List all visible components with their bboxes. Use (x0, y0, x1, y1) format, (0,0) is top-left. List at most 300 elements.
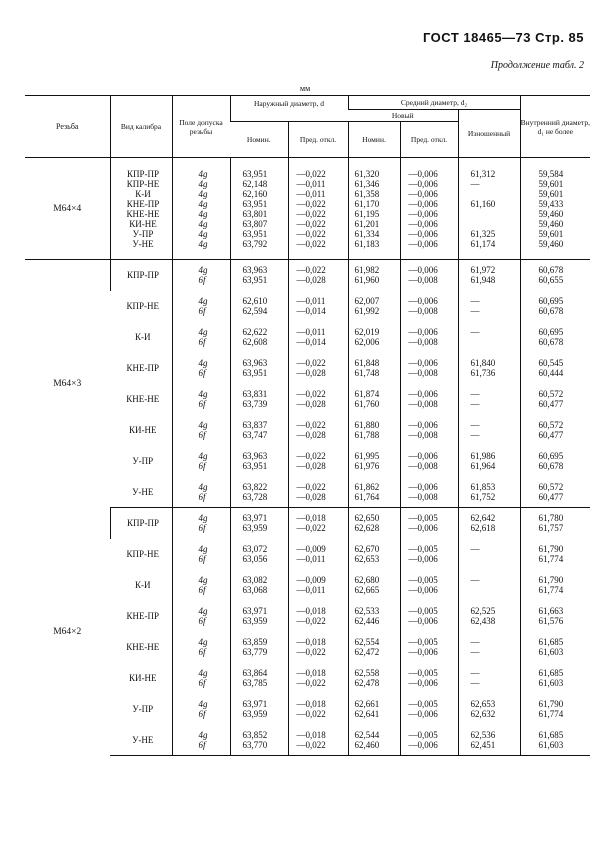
cell-value: —0,006 (408, 585, 438, 595)
cell-value: — (470, 430, 480, 440)
cell-value: 61,840 (470, 358, 496, 368)
cell-value: 62,558 (354, 668, 380, 678)
cell-value: 61,320 (354, 168, 380, 179)
cell-value: —0,006 (408, 709, 438, 719)
cell-value: 62,160 (242, 188, 268, 199)
cell-value: —0,006 (408, 389, 438, 399)
cell-value: 4g (198, 265, 208, 276)
cell-value: 61,603 (538, 678, 564, 688)
cell-value: 59,433 (538, 198, 564, 209)
cell-value: 60,444 (538, 368, 564, 378)
cell-outer-dev (288, 601, 348, 632)
cell-value: У-НЕ (132, 238, 154, 249)
cell-value: 62,007 (354, 296, 380, 306)
cell-inner (520, 508, 590, 539)
cell-value: 6f (198, 461, 206, 471)
cell-value: 63,728 (242, 491, 268, 502)
cell-value: —0,006 (408, 616, 438, 626)
cell-mean-nom (348, 446, 400, 477)
cell-value: —0,006 (408, 178, 438, 189)
col-outer: Наружный диаметр, d (230, 96, 348, 122)
cell-mean-nom (348, 570, 400, 601)
cell-value: 61,201 (354, 218, 380, 229)
cell-value: 62,653 (354, 554, 380, 564)
cell-mean-worn (458, 353, 520, 384)
cell-value: 4g (198, 575, 208, 585)
cell-value: 62,006 (354, 337, 380, 347)
cell-value: 63,959 (242, 616, 268, 626)
col-mean-nom: Номин. (348, 122, 400, 158)
cell-value: 60,678 (538, 337, 564, 347)
cell-value: 61,195 (354, 208, 380, 219)
cell-value: —0,008 (408, 461, 438, 471)
cell-value: —0,022 (296, 523, 326, 534)
cell-value: 4g (198, 168, 208, 179)
cell-value: — (470, 637, 480, 647)
cell-mean-dev (400, 570, 458, 601)
cell-inner (520, 291, 590, 322)
cell-value: —0,006 (408, 228, 438, 239)
cell-value: — (470, 399, 480, 409)
cell-value: 61,312 (470, 168, 496, 179)
cell-tolerance (172, 508, 230, 539)
cell-value: —0,018 (296, 606, 326, 616)
cell-value: —0,006 (408, 265, 438, 276)
cell-value: 4g (198, 198, 208, 209)
cell-mean-dev (400, 384, 458, 415)
cell-value (471, 585, 520, 595)
table-body (25, 158, 590, 756)
cell-outer-nom (230, 415, 288, 446)
cell-value: —0,022 (296, 238, 326, 249)
cell-value: 61,880 (354, 420, 380, 430)
cell-value: —0,028 (296, 275, 326, 286)
cell-value: 60,695 (538, 327, 564, 337)
cell-inner (520, 725, 590, 756)
cell-value: 4g (198, 637, 208, 647)
cell-outer-nom (230, 632, 288, 663)
cell-value: 61,685 (538, 729, 564, 740)
cell-mean-worn (458, 570, 520, 601)
cell-mean-dev (400, 291, 458, 322)
cell-value: —0,009 (296, 575, 326, 585)
cell-value: 62,438 (470, 616, 496, 626)
cell-gauge: У-ПР (132, 704, 154, 714)
cell-value: 60,477 (538, 491, 564, 502)
cell-mean-nom (348, 725, 400, 756)
cell-value: 4g (198, 238, 208, 249)
cell-value: —0,018 (296, 668, 326, 678)
cell-value: 62,670 (354, 544, 380, 554)
cell-value: 4g (198, 729, 208, 740)
cell-outer-nom (230, 477, 288, 508)
cell-value: —0,005 (408, 544, 438, 554)
cell-mean-nom (348, 415, 400, 446)
cell-mean-worn (458, 446, 520, 477)
cell-value: 4g (198, 208, 208, 219)
cell-value: КНЕ-НЕ (126, 208, 160, 219)
cell-value: —0,022 (296, 678, 326, 688)
cell-value: 62,650 (354, 513, 380, 524)
cell-value: 63,072 (242, 544, 268, 554)
cell-value: 62,472 (354, 647, 380, 657)
cell-value: 61,874 (354, 389, 380, 399)
cell-value: КНЕ-ПР (126, 198, 160, 209)
cell-outer-nom (230, 725, 288, 756)
cell-value: 63,852 (242, 729, 268, 740)
cell-gauge: К-И (135, 332, 151, 342)
cell-value: 63,864 (242, 668, 268, 678)
cell-value: 4g (198, 606, 208, 616)
cell-value: —0,006 (408, 647, 438, 657)
cell-outer-nom (230, 601, 288, 632)
cell-value: —0,006 (408, 451, 438, 461)
cell-value: 61,976 (354, 461, 380, 471)
cell-value: 62,536 (470, 729, 496, 740)
col-mean-worn: Изношенный (458, 110, 520, 158)
cell-value: —0,014 (296, 337, 326, 347)
cell-mean-worn (458, 260, 520, 291)
cell-tolerance (172, 601, 230, 632)
col-mean-new: Новый (348, 110, 458, 122)
cell-value: 4g (198, 481, 208, 492)
cell-mean-nom (348, 291, 400, 322)
cell-value: КИ-НЕ (129, 218, 157, 229)
cell-value: К-И (135, 188, 151, 199)
cell-value: —0,008 (408, 337, 438, 347)
cell-value (471, 554, 520, 564)
cell-gauge: КПР-НЕ (126, 301, 159, 311)
cell-value: 59,601 (538, 188, 564, 199)
cell-value: 61,995 (354, 451, 380, 461)
cell-value: 4g (198, 699, 208, 709)
table-continuation: Продолжение табл. 2 (490, 60, 584, 71)
cell-outer-dev (288, 291, 348, 322)
cell-outer-nom (230, 570, 288, 601)
cell-tolerance (172, 694, 230, 725)
cell-value: 63,951 (242, 275, 268, 286)
cell-value: 6f (198, 554, 206, 564)
cell-value: 6f (198, 399, 206, 409)
cell-gauge: КПР-ПР (110, 508, 172, 539)
cell-value: 63,951 (242, 198, 268, 209)
cell-value: 62,451 (470, 739, 496, 750)
cell-value: 60,545 (538, 358, 564, 368)
cell-value: 6f (198, 430, 206, 440)
cell-value: 61,325 (470, 228, 496, 239)
cell-tolerance (172, 539, 230, 570)
cell-value: 61,170 (354, 198, 380, 209)
cell-value: 62,622 (242, 327, 268, 337)
cell-value: КПР-НЕ (126, 178, 160, 189)
cell-value: —0,006 (408, 208, 438, 219)
col-thread: Резьба (25, 96, 110, 158)
cell-outer-nom (230, 663, 288, 694)
cell-value: 4g (198, 327, 208, 337)
cell-value: 63,963 (242, 265, 268, 276)
cell-value: —0,022 (296, 168, 326, 179)
cell-value: 6f (198, 678, 206, 688)
cell-value: 62,533 (354, 606, 380, 616)
cell-value: 4g (198, 218, 208, 229)
cell-outer-dev (288, 260, 348, 291)
cell-value: —0,005 (408, 606, 438, 616)
cell-value (471, 337, 520, 347)
col-tolerance: Поле допуска резьбы (172, 96, 230, 158)
cell-mean-worn (458, 508, 520, 539)
cell-value: 62,019 (354, 327, 380, 337)
thread-label: M64×3 (53, 378, 82, 389)
cell-value: 4g (198, 188, 208, 199)
cell-mean-dev (400, 415, 458, 446)
cell-value: 63,959 (242, 709, 268, 719)
cell-outer-nom (230, 353, 288, 384)
cell-tolerance (172, 663, 230, 694)
cell-value: —0,028 (296, 491, 326, 502)
cell-value: — (470, 420, 480, 430)
cell-value: 61,790 (538, 699, 564, 709)
cell-mean-dev (400, 508, 458, 539)
cell-mean-nom (348, 353, 400, 384)
cell-value: 61,663 (538, 606, 564, 616)
cell-value: —0,006 (408, 198, 438, 209)
units-label: мм (300, 84, 311, 93)
cell-mean-nom (348, 384, 400, 415)
cell-tolerance (172, 158, 230, 260)
cell-value: —0,022 (296, 358, 326, 368)
cell-value: 61,685 (538, 637, 564, 647)
cell-outer-dev (288, 632, 348, 663)
cell-outer-dev (288, 570, 348, 601)
cell-value: 6f (198, 368, 206, 378)
cell-outer-dev (288, 384, 348, 415)
cell-gauge: КНЕ-ПР (126, 363, 159, 373)
cell-value: 6f (198, 585, 206, 595)
cell-inner (520, 353, 590, 384)
cell-value: —0,022 (296, 481, 326, 492)
cell-outer-dev (288, 322, 348, 353)
cell-mean-dev (400, 158, 458, 260)
cell-value: 62,460 (354, 739, 380, 750)
cell-value: 62,641 (354, 709, 380, 719)
cell-value: — (470, 647, 480, 657)
cell-mean-dev (400, 353, 458, 384)
cell-value: 63,747 (242, 430, 268, 440)
cell-value: 62,608 (242, 337, 268, 347)
cell-value: 61,774 (538, 554, 564, 564)
cell-tolerance (172, 632, 230, 663)
cell-value: 61,986 (470, 451, 496, 461)
cell-value: 62,665 (354, 585, 380, 595)
cell-value: —0,011 (296, 585, 326, 595)
cell-value: 61,992 (354, 306, 380, 316)
cell-value: —0,022 (296, 739, 326, 750)
cell-value: —0,006 (408, 481, 438, 492)
cell-value: 60,572 (538, 420, 564, 430)
cell-value: 63,792 (242, 238, 268, 249)
cell-value: —0,008 (408, 491, 438, 502)
cell-value: —0,022 (296, 198, 326, 209)
cell-value: 63,859 (242, 637, 268, 647)
cell-value: 61,848 (354, 358, 380, 368)
cell-value: 60,695 (538, 451, 564, 461)
cell-value: 61,774 (538, 585, 564, 595)
cell-value: 62,680 (354, 575, 380, 585)
cell-outer-dev (288, 725, 348, 756)
cell-inner (520, 322, 590, 353)
cell-mean-nom (348, 260, 400, 291)
cell-value: 61,790 (538, 544, 564, 554)
cell-value: 63,739 (242, 399, 268, 409)
cell-value: 4g (198, 513, 208, 524)
cell-mean-dev (400, 539, 458, 570)
cell-value: — (470, 306, 480, 316)
cell-gauge: КПР-ПР (110, 260, 172, 291)
cell-value: —0,014 (296, 306, 326, 316)
cell-tolerance (172, 415, 230, 446)
cell-value: —0,006 (408, 327, 438, 337)
cell-value: —0,005 (408, 668, 438, 678)
cell-tolerance (172, 725, 230, 756)
cell-mean-nom (348, 158, 400, 260)
page-header: ГОСТ 18465—73 Стр. 85 (422, 30, 584, 45)
cell-value: 61,752 (470, 491, 496, 502)
cell-value: 63,770 (242, 739, 268, 750)
cell-value: — (470, 678, 480, 688)
cell-value: 61,790 (538, 575, 564, 585)
cell-value: —0,008 (408, 430, 438, 440)
cell-inner (520, 158, 590, 260)
cell-value: —0,018 (296, 637, 326, 647)
cell-inner (520, 446, 590, 477)
cell-gauge: КНЕ-ПР (126, 611, 159, 621)
cell-gauge: К-И (135, 580, 151, 590)
cell-value: 4g (198, 544, 208, 554)
cell-value: —0,005 (408, 729, 438, 740)
cell-mean-dev (400, 663, 458, 694)
cell-value: 4g (198, 296, 208, 306)
cell-value: 60,572 (538, 389, 564, 399)
cell-value: 61,972 (470, 265, 496, 276)
cell-value: 60,477 (538, 430, 564, 440)
cell-value: —0,006 (408, 218, 438, 229)
col-mean-dev: Пред. откл. (400, 122, 458, 158)
cell-value: —0,022 (296, 208, 326, 219)
cell-tolerance (172, 291, 230, 322)
cell-value: —0,011 (296, 178, 326, 189)
cell-value: 62,148 (242, 178, 268, 189)
cell-value: 6f (198, 739, 206, 750)
cell-tolerance (172, 322, 230, 353)
cell-value: —0,011 (296, 327, 326, 337)
cell-value: —0,008 (408, 275, 438, 286)
cell-gauge (110, 158, 172, 260)
cell-value: — (470, 668, 480, 678)
cell-value: 6f (198, 709, 206, 719)
cell-value: 6f (198, 275, 206, 286)
cell-inner (520, 601, 590, 632)
cell-value: 63,807 (242, 218, 268, 229)
cell-gauge: КИ-НЕ (129, 425, 157, 435)
cell-outer-nom (230, 508, 288, 539)
cell-value: 63,951 (242, 168, 268, 179)
cell-value: 61,788 (354, 430, 380, 440)
cell-mean-nom (348, 477, 400, 508)
cell-value: 61,757 (538, 523, 564, 534)
thread-label: M64×2 (53, 626, 82, 637)
cell-outer-nom (230, 384, 288, 415)
cell-value: 61,948 (470, 275, 496, 286)
cell-value: —0,005 (408, 699, 438, 709)
cell-value: —0,006 (408, 420, 438, 430)
cell-value: 59,460 (538, 218, 564, 229)
cell-value: —0,018 (296, 729, 326, 740)
cell-inner (520, 415, 590, 446)
cell-value: 61,160 (470, 198, 496, 209)
cell-value: 61,780 (538, 513, 564, 524)
cell-value: —0,022 (296, 709, 326, 719)
cell-mean-nom (348, 694, 400, 725)
cell-value: 63,779 (242, 647, 268, 657)
cell-value: — (470, 296, 480, 306)
cell-value: —0,022 (296, 647, 326, 657)
cell-mean-worn (458, 322, 520, 353)
cell-value: У-ПР (132, 228, 154, 239)
cell-value: 6f (198, 306, 206, 316)
cell-value: 62,478 (354, 678, 380, 688)
cell-value: —0,022 (296, 228, 326, 239)
cell-value: 63,951 (242, 461, 268, 471)
cell-outer-nom (230, 539, 288, 570)
cell-value: —0,028 (296, 461, 326, 471)
cell-mean-nom (348, 508, 400, 539)
cell-mean-worn (458, 158, 520, 260)
cell-outer-dev (288, 477, 348, 508)
cell-value: —0,006 (408, 554, 438, 564)
cell-value: 6f (198, 647, 206, 657)
cell-value: 60,678 (538, 265, 564, 276)
cell-value: —0,008 (408, 368, 438, 378)
cell-value: 61,346 (354, 178, 380, 189)
cell-mean-dev (400, 694, 458, 725)
cell-value: 63,785 (242, 678, 268, 688)
cell-value: —0,006 (408, 296, 438, 306)
cell-mean-worn (458, 384, 520, 415)
cell-value: 62,544 (354, 729, 380, 740)
cell-mean-worn (458, 663, 520, 694)
cell-value: 60,678 (538, 461, 564, 471)
cell-value: — (470, 575, 480, 585)
thread-gauge-table (25, 95, 590, 756)
cell-value: — (470, 544, 480, 554)
cell-value: 61,982 (354, 265, 380, 276)
cell-value: 62,661 (354, 699, 380, 709)
cell-value: 63,951 (242, 368, 268, 378)
cell-inner (520, 384, 590, 415)
cell-value: 4g (198, 420, 208, 430)
cell-value: — (470, 178, 480, 189)
cell-value: 60,477 (538, 399, 564, 409)
col-gauge: Вид калибра (110, 96, 172, 158)
cell-mean-worn (458, 291, 520, 322)
cell-value: — (470, 327, 480, 337)
cell-value: 4g (198, 228, 208, 239)
cell-value: 59,584 (538, 168, 564, 179)
cell-outer-dev (288, 158, 348, 260)
cell-value: 59,460 (538, 238, 564, 249)
cell-value: 62,618 (470, 523, 496, 534)
cell-mean-nom (348, 601, 400, 632)
